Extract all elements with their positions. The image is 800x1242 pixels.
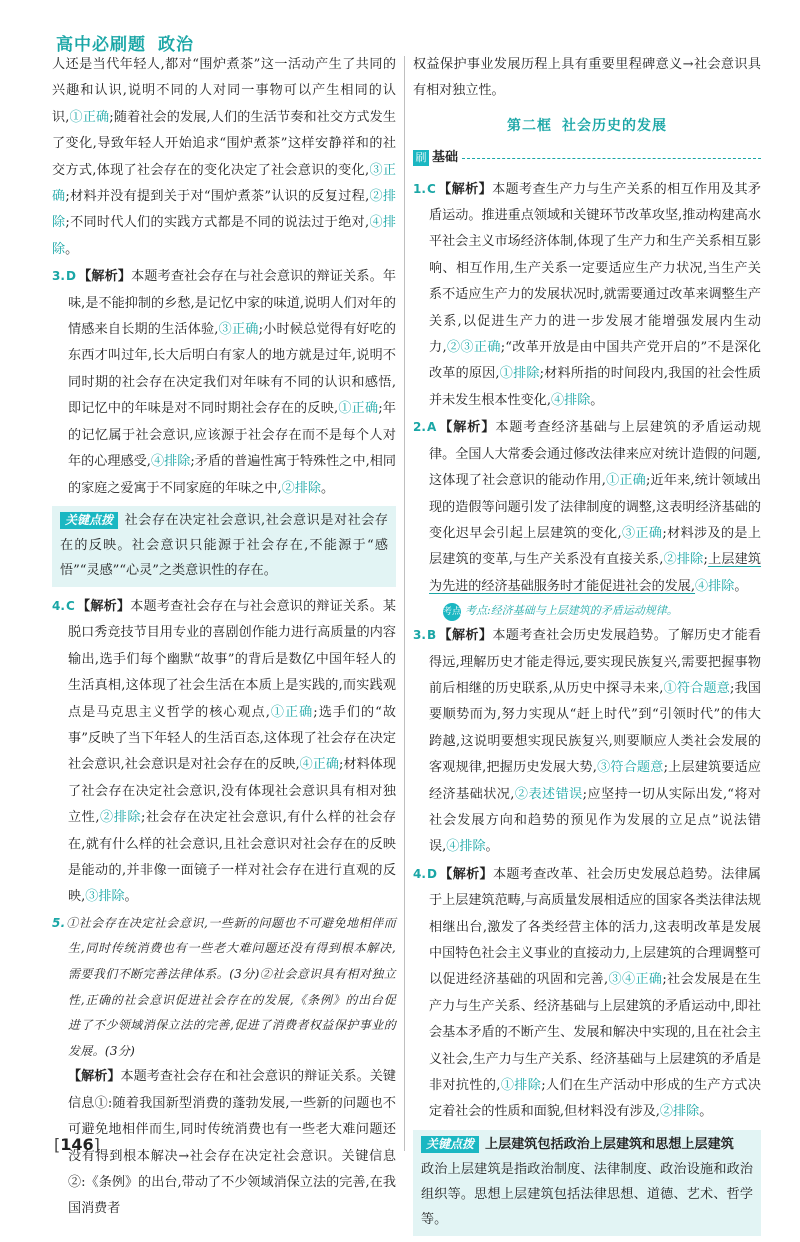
answer-item-3: 3.D 【解析】本题考查社会存在与社会意识的辩证关系。年味,是不能抑制的乡愁,是记忆中家的味道,说明人们对年的情感来自长期的生活体验,③正确;小时候总觉得有好吃的东西才叫过年,长大后明白有家人的地方就是过年,说明不同时期的社会存在决定我们对年味有不同的认识和感悟,即记忆中的年味是对不同时期社会存在的反映,①正确;年的记忆属于社会意识,应该源于社会存在而不是每个人对年的心理感受,④排除;矛盾的普遍性寓于特殊性之中,相同的家庭之爱寓于不同家庭的年味之中,②排除。	[52, 269, 397, 496]
key-point-text: 政治上层建筑是指政治制度、法律制度、政治设施和政治组织等。思想上层建筑包括法律思想、道德、艺术、哲学等。	[421, 1161, 753, 1227]
answer-item-r3: 3.B 【解析】本题考查社会历史发展趋势。了解历史才能看得远,理解历史才能走得远,要实现民族复兴,需要把握事物前后相继的历史联系,从历史中探寻未来,①符合题意;我国要顺势而为,努力实现从“赶上时代”到“引领时代”的伟大跨越,这说明要想实现民族复兴,则要顺应人类社会发展的客观规律,把握历史发展大势,③符合题意;上层建筑要适应经济基础状况,②表述错误;应坚持一切从实际出发,“将对社会发展方向和趋势的预见作为发展的立足点”说法错误,④排除。	[413, 628, 762, 855]
column-divider	[404, 56, 405, 1151]
test-point-icon: 考点	[443, 603, 461, 621]
answer-item-r2: 2.A 【解析】本题考查经济基础与上层建筑的矛盾运动规律。全国人大常委会通过修改法律来应对统计造假的问题,这体现了社会意识的能动作用,①正确;近年来,统计领域出现的造假等问题引发了法律制度的调整,这表明经济基础的变化迟早会引起上层建筑的变化,③正确;材料涉及的是上层建筑的变革,与生产关系没有直接关系,②排除;上层建筑为先进的经济基础服务时才能促进社会的发展,④排除。	[413, 420, 762, 594]
left-column	[52, 52, 396, 1223]
subject-title: 政治	[158, 35, 194, 55]
brush-icon: 刷	[413, 150, 429, 166]
answer-item-r1: 1.C 【解析】本题考查生产力与生产关系的相互作用及其矛盾运动。推进重点领域和关键环节改革攻坚,推动构建高水平社会主义市场经济体制,体现了生产力和生产关系相互影响、相互作用,生产关系一定要适应生产力状况,当生产关系不适应生产力的发展状况时,就需要通过改革来调整生产关系,以促进生产力的进一步发展才能增强发展内生动力,②③正确;“改革开放是由中国共产党开启的”不是深化改革的原因,①排除;材料所指的时间段内,我国的社会性质并未发生根本性变化,④排除。	[413, 181, 762, 408]
key-point-label: 关键点拨	[60, 512, 118, 529]
key-point-box	[52, 506, 396, 587]
answer-item-5: 5.①社会存在决定社会意识,一些新的问题也不可避免地相伴而生,同时传统消费也有一些老大难问题还没有得到根本解决,需要我们不断完善法律体系。(3分)②社会意识具有相对独立性,正确的社会意识促进社会存在的发展,《条例》的出台促进了不少领域消保立法的完善,促进了消费者权益保护事业的发展。(3分)	[52, 915, 396, 1058]
page-number: [146]	[54, 1135, 100, 1154]
right-column	[413, 52, 761, 1242]
basic-heading: 刷 基础	[413, 145, 761, 171]
key-point-box-right	[413, 1130, 761, 1236]
key-point-title: 上层建筑包括政治上层建筑和思想上层建筑	[485, 1136, 734, 1152]
section-title: 第二框 社会历史的发展	[507, 117, 667, 134]
key-point-label: 关键点拨	[421, 1136, 479, 1153]
continued-paragraph-right: 权益保护事业发展历程上具有重要里程碑意义→社会意识具有相对独立性。	[413, 57, 761, 99]
answer-item-4: 4.C 【解析】本题考查社会存在与社会意识的辩证关系。某脱口秀竞技节目用专业的喜剧创作能力进行高质量的内容输出,选手们每个幽默“故事”的背后是数亿中国年轻人的生活真相,这体现了社会生活在本质上是实践的,而实践观点是马克思主义哲学的核心观点,①正确;选手们的“故事”反映了当下年轻人的生活百态,这体现了社会存在决定社会意识,社会意识是对社会存在的反映,④正确;材料体现了社会存在决定社会意识,没有体现社会意识具有相对独立性,②排除;社会存在决定社会意识,有什么样的社会存在,就有什么样的社会意识,且社会意识对社会存在的反映是能动的,并非像一面镜子一样对社会存在进行直观的反映,③排除。	[52, 598, 397, 905]
key-point-text: 社会存在决定社会意识,社会意识是对社会存在的反映。社会意识只能源于社会存在,不能源于“感悟”“灵感”“心灵”之类意识性的存在。	[60, 512, 388, 578]
book-title: 高中必刷题	[56, 35, 146, 55]
test-point-note: 考点 考点:经济基础与上层建筑的矛盾运动规律。	[413, 600, 761, 622]
answer-item-r4: 4.D 【解析】本题考查改革、社会历史发展总趋势。法律属于上层建筑范畴,与高质量发展相适应的国家各类法律法规相继出台,激发了各类经营主体的活力,这表明改革是发展中国特色社会主义事业的直接动力,上层建筑的合理调整可以促进经济基础的巩固和完善,③④正确;社会发展是在生产力与生产关系、经济基础与上层建筑的矛盾运动中,即社会基本矛盾的不断产生、发展和解决中实现的,且在社会主义社会,生产力与生产关系、经济基础与上层建筑的矛盾是非对抗性的,①排除;人们在生产活动中形成的生产方式决定着社会的性质和面貌,但材料没有涉及,②排除。	[413, 866, 762, 1120]
continued-paragraph: 人还是当代年轻人,都对“围炉煮茶”这一活动产生了共同的兴趣和认识,说明不同的人对同一事物可以产生相同的认识,①正确;随着社会的发展,人们的生活节奏和社交方式发生了变化,导致年轻人开始追求“围炉煮茶”这样安静祥和的社交方式,体现了社会存在的变化决定了社会意识的变化,③正确;材料并没有提到关于对“围炉煮茶”认识的反复过程,②排除;不同时代人们的实践方式都是不同的说法过于绝对,④排除。	[52, 57, 397, 257]
answer-item-5-analysis: 【解析】本题考查社会存在和社会意识的辩证关系。关键信息①:随着我国新型消费的蓬勃发展,一些新的问题也不可避免地相伴而生,同时传统消费也有一些老大难问题还没有得到根本解决→社会存在决定社会意识。关键信息②:《条例》的出台,带动了不少领域消保立法的完善,在我国消费者	[68, 1069, 396, 1217]
